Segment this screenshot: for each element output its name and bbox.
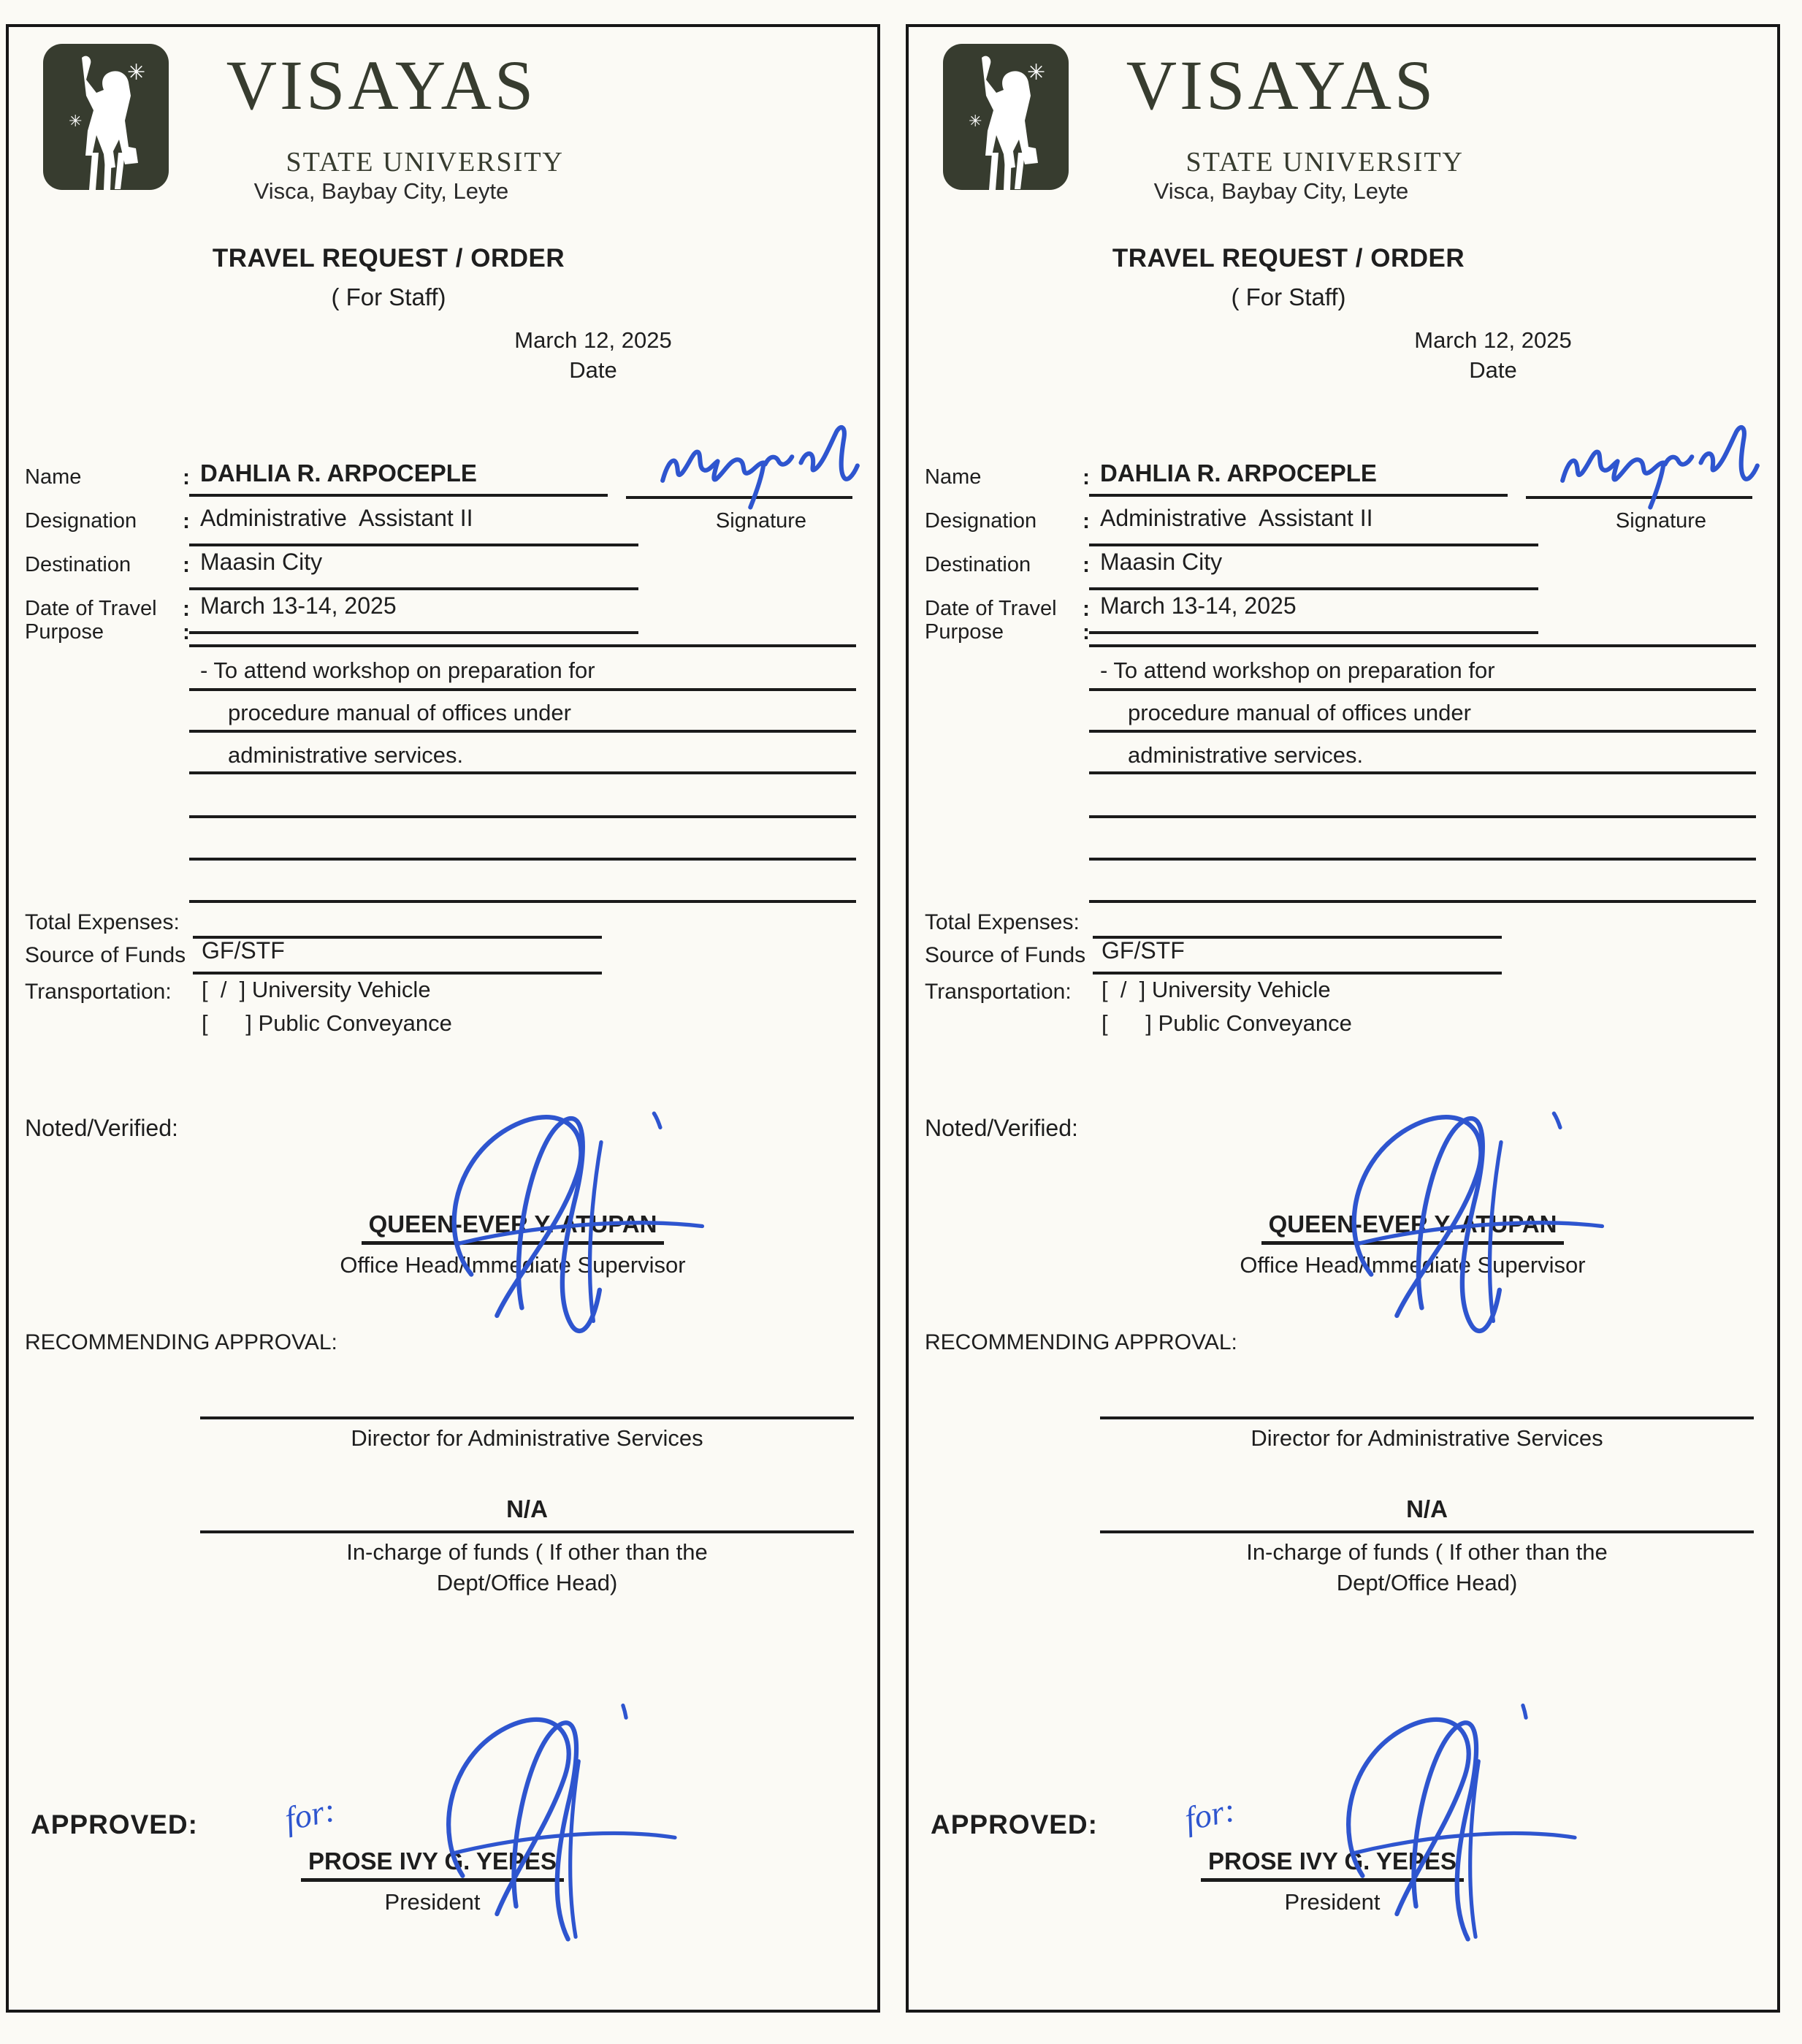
travel-request-form-copy-1 (6, 24, 880, 2013)
purpose-underline-1 (189, 688, 856, 691)
approved-signatory-name: PROSE IVY G. YEPES (301, 1847, 564, 1882)
destination-value: Maasin City (200, 549, 323, 575)
date-of-travel-underline (1089, 631, 1538, 634)
purpose-underline-5 (189, 858, 856, 861)
date-of-travel-colon: : (183, 597, 190, 621)
university-address: Visca, Baybay City, Leyte (253, 178, 509, 204)
purpose-line-blank (1089, 644, 1756, 647)
purpose-underline-5 (1089, 858, 1756, 861)
purpose-text-3: administrative services. (1128, 742, 1364, 768)
destination-underline (1089, 587, 1538, 590)
destination-value: Maasin City (1100, 549, 1223, 575)
purpose-text-1: - To attend workshop on preparation for (200, 657, 595, 683)
date-of-travel-value: March 13-14, 2025 (200, 592, 397, 619)
designation-value: Administrative Assistant II (200, 505, 473, 531)
purpose-underline-4 (189, 815, 856, 818)
vsu-logo-icon (41, 42, 171, 197)
director-title: Director for Administrative Services (351, 1425, 703, 1451)
incharge-of-funds-title-line1: In-charge of funds ( If other than the (346, 1539, 708, 1565)
svg-text:✳: ✳ (114, 101, 124, 113)
name-value: DAHLIA R. ARPOCEPLE (1100, 459, 1377, 487)
date-of-travel-underline (189, 631, 638, 634)
for-annotation: for: (1181, 1791, 1239, 1838)
total-expenses-label: Total Expenses: (925, 910, 1080, 934)
approved-signatory-name: PROSE IVY G. YEPES (1201, 1847, 1464, 1882)
svg-text:✳: ✳ (1027, 61, 1046, 85)
transportation-option-university-vehicle: [ / ] University Vehicle (1102, 977, 1331, 1002)
noted-signatory-name: QUEEN-EVER Y. ATUPAN (1261, 1210, 1565, 1245)
purpose-text-2: procedure manual of offices under (1128, 700, 1471, 725)
source-of-funds-line (1093, 972, 1502, 975)
name-colon: : (183, 465, 190, 489)
name-underline (189, 494, 608, 497)
president-signature (1267, 1696, 1581, 1948)
president-signature (367, 1696, 681, 1948)
university-subtitle: STATE UNIVERSITY (1186, 147, 1464, 178)
approved-label: APPROVED: (931, 1810, 1098, 1839)
transportation-option-public-conveyance: [ ] Public Conveyance (1102, 1010, 1352, 1036)
incharge-of-funds-value: N/A (1406, 1495, 1448, 1522)
purpose-line-blank (189, 644, 856, 647)
destination-label: Destination (925, 553, 1031, 576)
incharge-of-funds-line (1100, 1530, 1754, 1533)
date-of-travel-label: Date of Travel (925, 597, 1057, 620)
recommending-approval-label: RECOMMENDING APPROVAL: (925, 1330, 1237, 1354)
source-of-funds-label: Source of Funds (925, 943, 1086, 967)
vsu-logo-icon (941, 42, 1071, 197)
transportation-option-university-vehicle: [ / ] University Vehicle (202, 977, 431, 1002)
employee-signature (655, 422, 863, 513)
university-address: Visca, Baybay City, Leyte (1153, 178, 1409, 204)
noted-signatory-title: Office Head/Immediate Supervisor (340, 1252, 686, 1278)
date-of-travel-colon: : (1083, 597, 1090, 621)
purpose-underline-3 (1089, 771, 1756, 774)
director-signature-line (200, 1416, 854, 1419)
purpose-label: Purpose (25, 620, 104, 644)
purpose-colon: : (183, 620, 190, 644)
noted-verified-label: Noted/Verified: (25, 1115, 178, 1141)
designation-colon: : (1083, 509, 1090, 533)
source-of-funds-value: GF/STF (202, 937, 285, 964)
purpose-underline-3 (189, 771, 856, 774)
name-label: Name (925, 465, 982, 489)
director-title: Director for Administrative Services (1251, 1425, 1603, 1451)
destination-label: Destination (25, 553, 131, 576)
purpose-underline-2 (189, 730, 856, 733)
purpose-text-1: - To attend workshop on preparation for (1100, 657, 1495, 683)
incharge-of-funds-title-line2: Dept/Office Head) (1336, 1570, 1518, 1595)
for-annotation: for: (281, 1791, 339, 1838)
form-title: TRAVEL REQUEST / ORDER (1112, 244, 1465, 272)
director-signature-line (1100, 1416, 1754, 1419)
noted-verified-label: Noted/Verified: (925, 1115, 1078, 1141)
transportation-option-public-conveyance: [ ] Public Conveyance (202, 1010, 452, 1036)
incharge-of-funds-value: N/A (506, 1495, 548, 1522)
request-date-value: March 12, 2025 (514, 327, 672, 353)
source-of-funds-label: Source of Funds (25, 943, 186, 967)
date-of-travel-label: Date of Travel (25, 597, 157, 620)
purpose-underline-1 (1089, 688, 1756, 691)
purpose-label: Purpose (925, 620, 1004, 644)
recommending-approval-label: RECOMMENDING APPROVAL: (25, 1330, 337, 1354)
transportation-label: Transportation: (25, 980, 172, 1004)
request-date-label: Date (569, 357, 617, 383)
name-colon: : (1083, 465, 1090, 489)
name-value: DAHLIA R. ARPOCEPLE (200, 459, 477, 487)
name-underline (1089, 494, 1508, 497)
request-date-value: March 12, 2025 (1414, 327, 1572, 353)
svg-text:✳: ✳ (1014, 101, 1024, 113)
designation-colon: : (183, 509, 190, 533)
incharge-of-funds-title-line1: In-charge of funds ( If other than the (1246, 1539, 1608, 1565)
signature-label: Signature (715, 509, 807, 533)
destination-underline (189, 587, 638, 590)
source-of-funds-value: GF/STF (1102, 937, 1185, 964)
designation-value: Administrative Assistant II (1100, 505, 1373, 531)
travel-request-form-copy-2 (906, 24, 1780, 2013)
purpose-underline-6 (189, 900, 856, 903)
purpose-underline-2 (1089, 730, 1756, 733)
total-expenses-label: Total Expenses: (25, 910, 180, 934)
designation-underline (189, 544, 638, 546)
designation-label: Designation (925, 509, 1037, 533)
form-subtitle: ( For Staff) (331, 283, 446, 310)
svg-text:✳: ✳ (969, 112, 982, 130)
form-subtitle: ( For Staff) (1231, 283, 1346, 310)
source-of-funds-line (193, 972, 602, 975)
request-date-label: Date (1469, 357, 1517, 383)
noted-signatory-title: Office Head/Immediate Supervisor (1240, 1252, 1586, 1278)
employee-signature (1555, 422, 1763, 513)
incharge-of-funds-title-line2: Dept/Office Head) (436, 1570, 618, 1595)
name-label: Name (25, 465, 82, 489)
svg-text:✳: ✳ (69, 112, 83, 130)
supervisor-signature (1296, 1099, 1610, 1341)
destination-colon: : (183, 553, 190, 577)
purpose-underline-6 (1089, 900, 1756, 903)
transportation-label: Transportation: (925, 980, 1072, 1004)
approved-signatory-title: President (1284, 1889, 1381, 1915)
purpose-colon: : (1083, 620, 1090, 644)
date-of-travel-value: March 13-14, 2025 (1100, 592, 1297, 619)
designation-underline (1089, 544, 1538, 546)
incharge-of-funds-line (200, 1530, 854, 1533)
designation-label: Designation (25, 509, 137, 533)
purpose-text-3: administrative services. (228, 742, 464, 768)
purpose-text-2: procedure manual of offices under (228, 700, 571, 725)
signature-label: Signature (1615, 509, 1707, 533)
svg-text:✳: ✳ (127, 61, 146, 85)
form-title: TRAVEL REQUEST / ORDER (212, 244, 565, 272)
destination-colon: : (1083, 553, 1090, 577)
supervisor-signature (396, 1099, 710, 1341)
university-name: VISAYAS (1126, 46, 1437, 124)
university-subtitle: STATE UNIVERSITY (286, 147, 564, 178)
purpose-underline-4 (1089, 815, 1756, 818)
noted-signatory-name: QUEEN-EVER Y. ATUPAN (362, 1210, 665, 1245)
university-name: VISAYAS (226, 46, 537, 124)
approved-signatory-title: President (384, 1889, 481, 1915)
approved-label: APPROVED: (31, 1810, 198, 1839)
